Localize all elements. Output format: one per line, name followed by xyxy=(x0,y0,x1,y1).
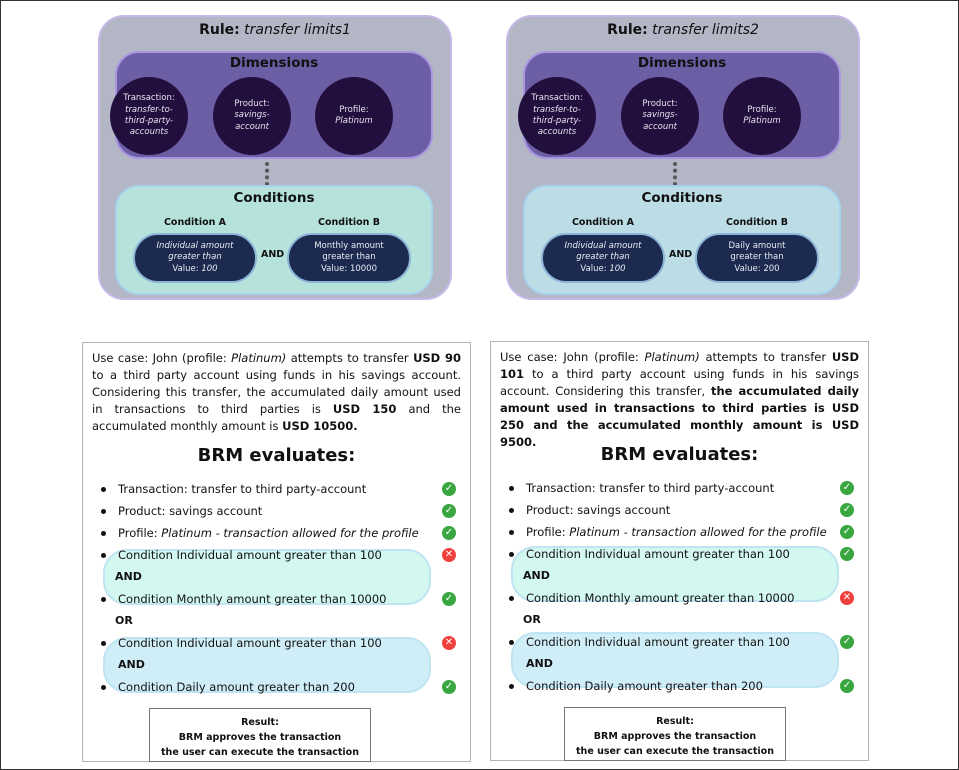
use-case-segment: Platinum) xyxy=(231,351,287,365)
operator-and: AND xyxy=(115,570,142,583)
evaluation-item xyxy=(101,592,387,606)
rule-title xyxy=(100,22,450,38)
dimension-2 xyxy=(723,77,801,155)
use-case-segment: Use case: John (profile: xyxy=(500,350,645,364)
condition-value xyxy=(734,264,779,275)
bullet xyxy=(509,552,514,557)
cross-icon: ✕ xyxy=(442,548,456,562)
bullet xyxy=(509,640,514,645)
bullet xyxy=(101,641,106,646)
item-text: Profile: xyxy=(526,525,570,539)
item-text: Condition Individual amount greater than 100 xyxy=(118,636,382,650)
result-box xyxy=(149,708,371,762)
item-text: Condition Daily amount greater than 200 xyxy=(118,680,355,694)
connector-dots xyxy=(673,162,677,186)
rule-name: transfer limits2 xyxy=(652,22,759,38)
bullet xyxy=(509,508,514,513)
item-text: Product: savings account xyxy=(118,504,263,518)
use-case-segment: USD 10500. xyxy=(282,419,358,433)
result-line: BRM approves the transaction xyxy=(593,731,757,742)
evaluation-item xyxy=(509,635,790,649)
condition-title: Condition A xyxy=(163,217,227,228)
dimension-label: Product: xyxy=(642,98,678,109)
use-case-text xyxy=(92,350,461,435)
bullet xyxy=(101,487,106,492)
bullet xyxy=(509,486,514,491)
rule-label: Rule: xyxy=(607,22,648,38)
bullet xyxy=(101,597,106,602)
result-line: the user can execute the transaction xyxy=(576,746,774,757)
evaluation-item xyxy=(101,680,355,694)
bullet xyxy=(509,596,514,601)
check-icon: ✓ xyxy=(840,635,854,649)
operator-and: AND xyxy=(669,249,693,260)
check-icon: ✓ xyxy=(442,680,456,694)
operator-and: AND xyxy=(523,569,550,582)
bullet xyxy=(101,553,106,558)
rule-label: Rule: xyxy=(199,22,240,38)
condition-value xyxy=(580,264,625,275)
dimensions-box xyxy=(523,51,841,159)
operator-or: OR xyxy=(523,613,541,626)
dimension-2 xyxy=(315,77,393,155)
condition-line: greater than xyxy=(576,252,630,263)
value-label: Value: xyxy=(172,263,199,274)
check-icon: ✓ xyxy=(442,482,456,496)
result-line: the user can execute the transaction xyxy=(161,747,359,758)
evaluation-item xyxy=(509,547,790,561)
use-case-segment: to a third party account using funds in his savings account. Considering this transfer, xyxy=(500,367,859,398)
use-case-segment: Use case: John (profile: xyxy=(92,351,232,365)
cross-icon: ✕ xyxy=(442,636,456,650)
dimension-value: transfer-​to-​third-​party-​accounts xyxy=(124,104,174,138)
condition-pill xyxy=(541,233,665,283)
dimension-value: transfer-​to-​third-​party-​accounts xyxy=(532,104,582,138)
item-text: Profile: xyxy=(118,526,162,540)
brm-heading: BRM evaluates: xyxy=(197,445,356,466)
rule-name: transfer limits1 xyxy=(244,22,351,38)
item-text: Condition Monthly amount greater than 10000 xyxy=(118,592,387,606)
dimension-0 xyxy=(110,77,188,155)
evaluation-item xyxy=(509,481,774,495)
value-number: 10000 xyxy=(349,263,377,274)
cross-icon: ✕ xyxy=(840,591,854,605)
dimensions-title: Dimensions xyxy=(229,55,319,71)
dimension-label: Product: xyxy=(234,98,270,109)
operator-or: OR xyxy=(115,614,133,627)
check-icon: ✓ xyxy=(442,526,456,540)
evaluation-item xyxy=(509,503,670,517)
condition-value xyxy=(172,264,217,275)
check-icon: ✓ xyxy=(442,592,456,606)
condition-line: Individual amount xyxy=(156,240,234,251)
check-icon: ✓ xyxy=(840,679,854,693)
use-case-segment: Platinum) xyxy=(644,350,700,364)
evaluation-item xyxy=(509,591,795,605)
bullet xyxy=(509,530,514,535)
evaluation-item xyxy=(101,636,382,650)
use-case-panel xyxy=(82,342,471,762)
result-title: Result: xyxy=(241,717,279,728)
conditions-title: Conditions xyxy=(233,190,315,206)
dimension-value: savings-​account xyxy=(642,110,678,132)
item-italic: Platinum - transaction allowed for the profile xyxy=(161,526,419,540)
use-case-panel xyxy=(490,341,869,761)
value-label: Value: xyxy=(321,263,348,274)
dimension-label: Transaction: xyxy=(531,93,583,104)
item-text: Condition Individual amount greater than 100 xyxy=(526,635,790,649)
use-case-segment: to a third party account using funds in his savings account. Considering this transfer, the accumulated daily amount used in transactions to third parties is xyxy=(92,368,461,416)
value-label: Value: xyxy=(734,263,761,274)
item-text: Product: savings account xyxy=(526,503,671,517)
check-icon: ✓ xyxy=(840,503,854,517)
condition-value xyxy=(321,264,377,275)
use-case-segment: the accumulated daily amount used in transactions to third parties is USD 250 and the accumulated monthly amount is USD 9500. xyxy=(500,384,859,449)
dimension-value: Platinum xyxy=(335,116,373,126)
evaluation-item xyxy=(101,482,366,496)
bullet xyxy=(101,685,106,690)
item-text: Condition Individual amount greater than 100 xyxy=(526,547,790,561)
condition-pill xyxy=(695,233,819,283)
value-number: 100 xyxy=(201,263,218,274)
check-icon: ✓ xyxy=(840,547,854,561)
conditions-box xyxy=(115,185,433,295)
condition-line: Daily amount xyxy=(728,240,786,251)
evaluation-item xyxy=(101,548,382,562)
use-case-segment: attempts to transfer xyxy=(699,350,832,364)
dimension-0 xyxy=(518,77,596,155)
connector-dots xyxy=(265,162,269,186)
rule-box xyxy=(506,15,860,300)
condition-line: greater than xyxy=(168,252,222,263)
dimension-label: Profile: xyxy=(339,104,369,115)
evaluation-item xyxy=(509,679,763,693)
condition-pill xyxy=(133,233,257,283)
result-title: Result: xyxy=(656,716,694,727)
evaluation-item xyxy=(101,504,262,518)
condition-line: greater than xyxy=(730,252,784,263)
result-box xyxy=(564,707,786,761)
item-text: Transaction: transfer to third party-account xyxy=(118,482,367,496)
evaluation-item xyxy=(101,526,419,540)
condition-pill xyxy=(287,233,411,283)
use-case-text xyxy=(500,349,859,451)
value-label: Value: xyxy=(580,263,607,274)
bullet xyxy=(101,531,106,536)
rule-box xyxy=(98,15,452,300)
result-line: BRM approves the transaction xyxy=(178,732,342,743)
use-case-segment: USD 150 xyxy=(332,402,397,416)
dimension-label: Transaction: xyxy=(123,93,175,104)
value-number: 100 xyxy=(609,263,626,274)
conditions-title: Conditions xyxy=(641,190,723,206)
condition-title: Condition B xyxy=(318,217,380,228)
bullet xyxy=(509,684,514,689)
use-case-segment: USD 101 xyxy=(500,350,859,381)
evaluation-item xyxy=(509,525,827,539)
check-icon: ✓ xyxy=(840,525,854,539)
dimensions-title: Dimensions xyxy=(637,55,727,71)
dimension-1 xyxy=(621,77,699,155)
dimension-value: savings-​account xyxy=(234,110,270,132)
use-case-segment: and the accumulated monthly amount is xyxy=(92,402,461,433)
condition-title: Condition B xyxy=(726,217,788,228)
dimensions-box xyxy=(115,51,433,159)
operator-and: AND xyxy=(118,658,145,671)
condition-line: Monthly amount xyxy=(314,240,384,251)
use-case-segment: USD 90 xyxy=(413,351,461,365)
item-text: Condition Daily amount greater than 200 xyxy=(526,679,763,693)
item-italic: Platinum - transaction allowed for the profile xyxy=(569,525,827,539)
dimension-value: Platinum xyxy=(743,116,781,126)
value-number: 200 xyxy=(763,263,780,274)
item-text: Condition Monthly amount greater than 10000 xyxy=(526,591,795,605)
item-text: Transaction: transfer to third party-account xyxy=(526,481,775,495)
condition-line: greater than xyxy=(322,252,376,263)
condition-title: Condition A xyxy=(571,217,635,228)
rule-title xyxy=(508,22,858,38)
operator-and: AND xyxy=(526,657,553,670)
check-icon: ✓ xyxy=(442,504,456,518)
use-case-segment: attempts to transfer xyxy=(286,351,414,365)
dimension-1 xyxy=(213,77,291,155)
conditions-box xyxy=(523,185,841,295)
check-icon: ✓ xyxy=(840,481,854,495)
item-text: Condition Individual amount greater than 100 xyxy=(118,548,382,562)
bullet xyxy=(101,509,106,514)
condition-line: Individual amount xyxy=(564,240,642,251)
dimension-label: Profile: xyxy=(747,104,777,115)
operator-and: AND xyxy=(261,249,285,260)
brm-heading: BRM evaluates: xyxy=(600,444,759,465)
